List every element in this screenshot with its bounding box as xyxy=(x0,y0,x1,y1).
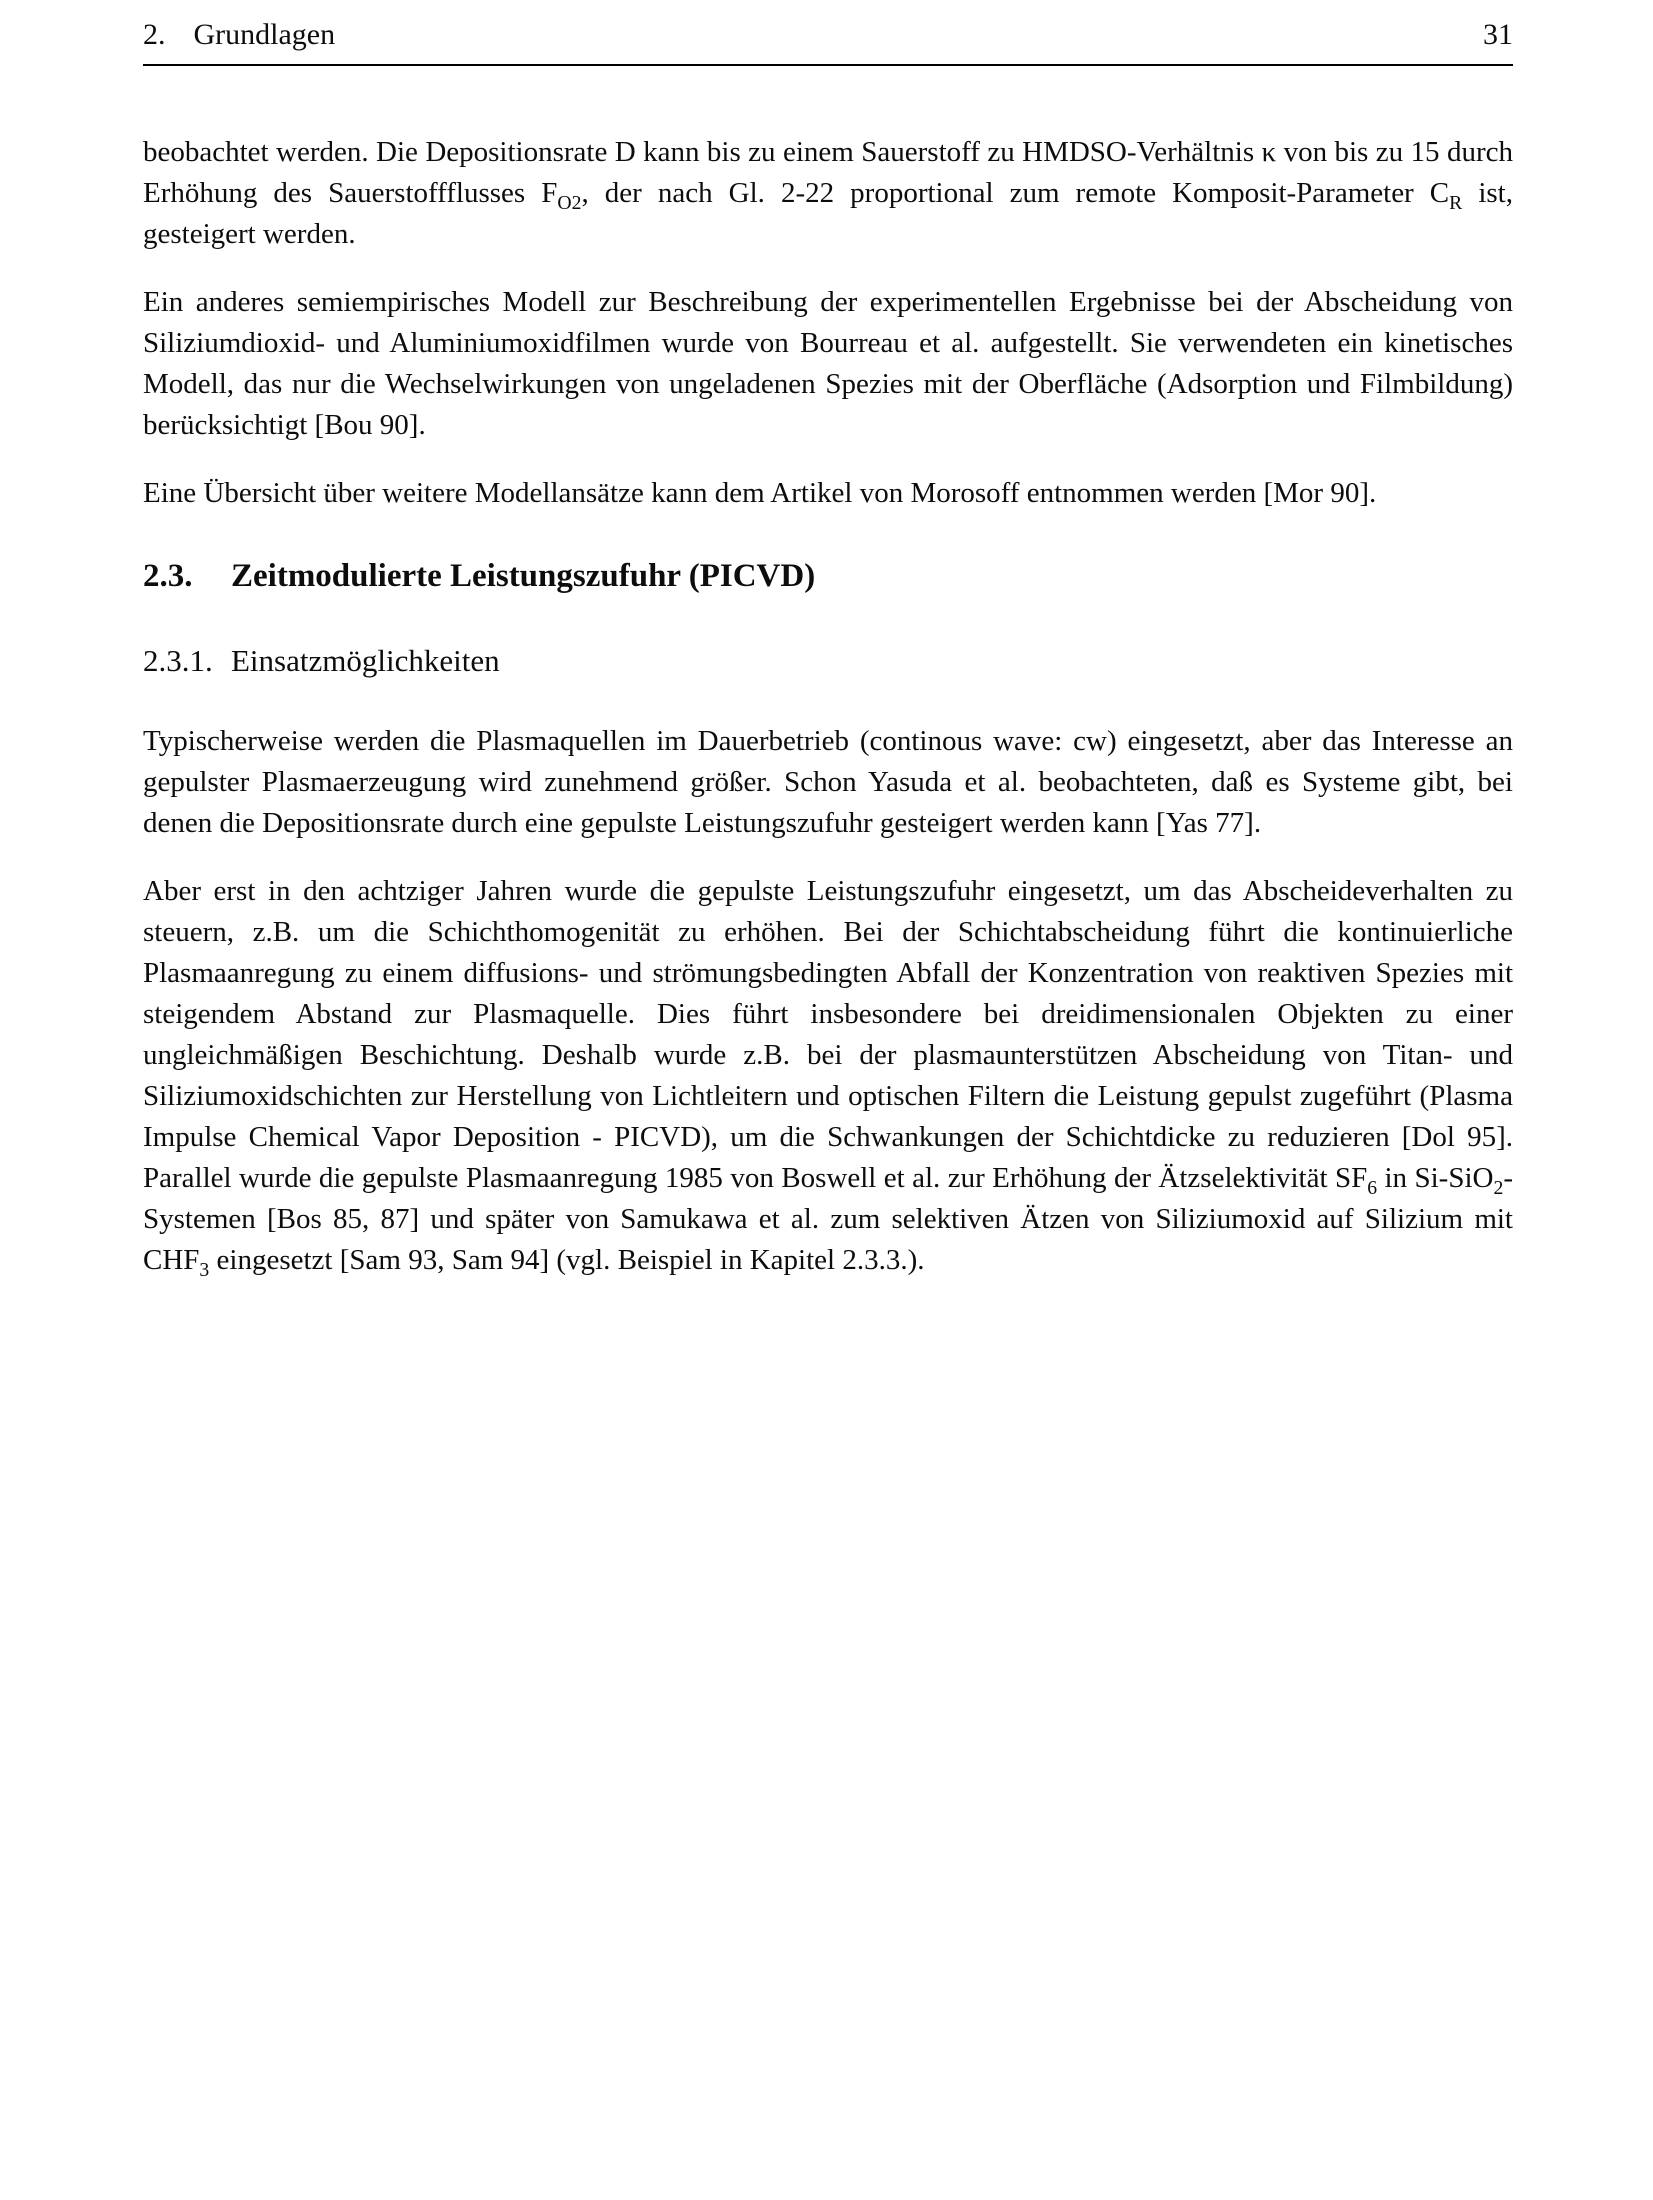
paragraph: Aber erst in den achtziger Jahren wurde die gepulste Leistungszufuhr eingesetzt, um das Abscheideverhalten zu steuern, z.B. um die Schichthomogenität zu erhöhen. Bei der Schichtabscheidung führt die kontinuierliche Plasmaanregung zu einem diffusions- und strömungsbedingten Abfall der Konzentration von reaktiven Spezies mit steigendem Abstand zur Plasmaquelle. Dies führt insbesondere bei dreidimensionalen Objekten zu einer ungleichmäßigen Beschichtung. Deshalb wurde z.B. bei der plasmaunterstützen Abscheidung von Titan- und Siliziumoxidschichten zur Herstellung von Lichtleitern und optischen Filtern die Leistung gepulst zugeführt (Plasma Impulse Chemical Vapor Deposition - PICVD), um die Schwankungen der Schichtdicke zu reduzieren [Dol 95]. Parallel wurde die gepulste Plasmaanregung 1985 von Boswell et al. zur Erhöhung der Ätzselektivität $SF_6$ in Si-SiO$_2$-Systemen [Bos 85, 87] und später von Samukawa et al. zum selektiven Ätzen von Siliziumoxid auf Silizium mit $CHF_3$ eingesetzt [Sam 93, Sam 94] (vgl. Beispiel in Kapitel 2.3.3.). xyxy=(143,875,1513,1281)
page-body xyxy=(143,132,1513,1281)
subsection-number: 2.3.1. xyxy=(143,643,213,678)
subsection-title: Einsatzmöglichkeiten xyxy=(231,643,500,678)
paragraph: Eine Übersicht über weitere Modellansätze kann dem Artikel von Morosoff entnommen werden [Mor 90]. xyxy=(143,477,1377,509)
paragraph: Typischerweise werden die Plasmaquellen im Dauerbetrieb (continous wave: cw) eingesetzt, aber das Interesse an gepulster Plasmaerzeugung wird zunehmend größer. Schon Yasuda et al. beobachteten, daß es Systeme gibt, bei denen die Depositionsrate durch eine gepulste Leistungszufuhr gesteigert werden kann [Yas 77]. xyxy=(143,725,1513,839)
page-number: 31 xyxy=(1483,18,1513,51)
paragraph: Ein anderes semiempirisches Modell zur Beschreibung der experimentellen Ergebnisse bei der Abscheidung von Siliziumdioxid- und Aluminiumoxidfilmen wurde von Bourreau et al. aufgestellt. Sie verwendeten ein kinetisches Modell, das nur die Wechselwirkungen von ungeladenen Spezies mit der Oberfläche (Adsorption und Filmbildung) berücksichtigt [Bou 90]. xyxy=(143,286,1513,441)
section-title: Zeitmodulierte Leistungszufuhr (PICVD) xyxy=(231,558,816,594)
running-header xyxy=(143,18,1513,66)
section-number: 2.3. xyxy=(143,558,193,594)
chapter-number: 2. xyxy=(143,18,166,51)
section-heading xyxy=(143,558,1513,595)
subsection-heading xyxy=(143,643,1513,679)
chapter-title: Grundlagen xyxy=(193,18,336,51)
paragraph: beobachtet werden. Die Depositionsrate D kann bis zu einem Sauerstoff zu HMDSO-Verhältnis κ von bis zu 15 durch Erhöhung des Sauerstoffflusses $F_{O2}$, der nach Gl. 2-22 proportional zum remote Komposit-Parameter $C_R$ ist, gesteigert werden. xyxy=(143,136,1513,250)
running-header-chapter xyxy=(143,18,335,52)
